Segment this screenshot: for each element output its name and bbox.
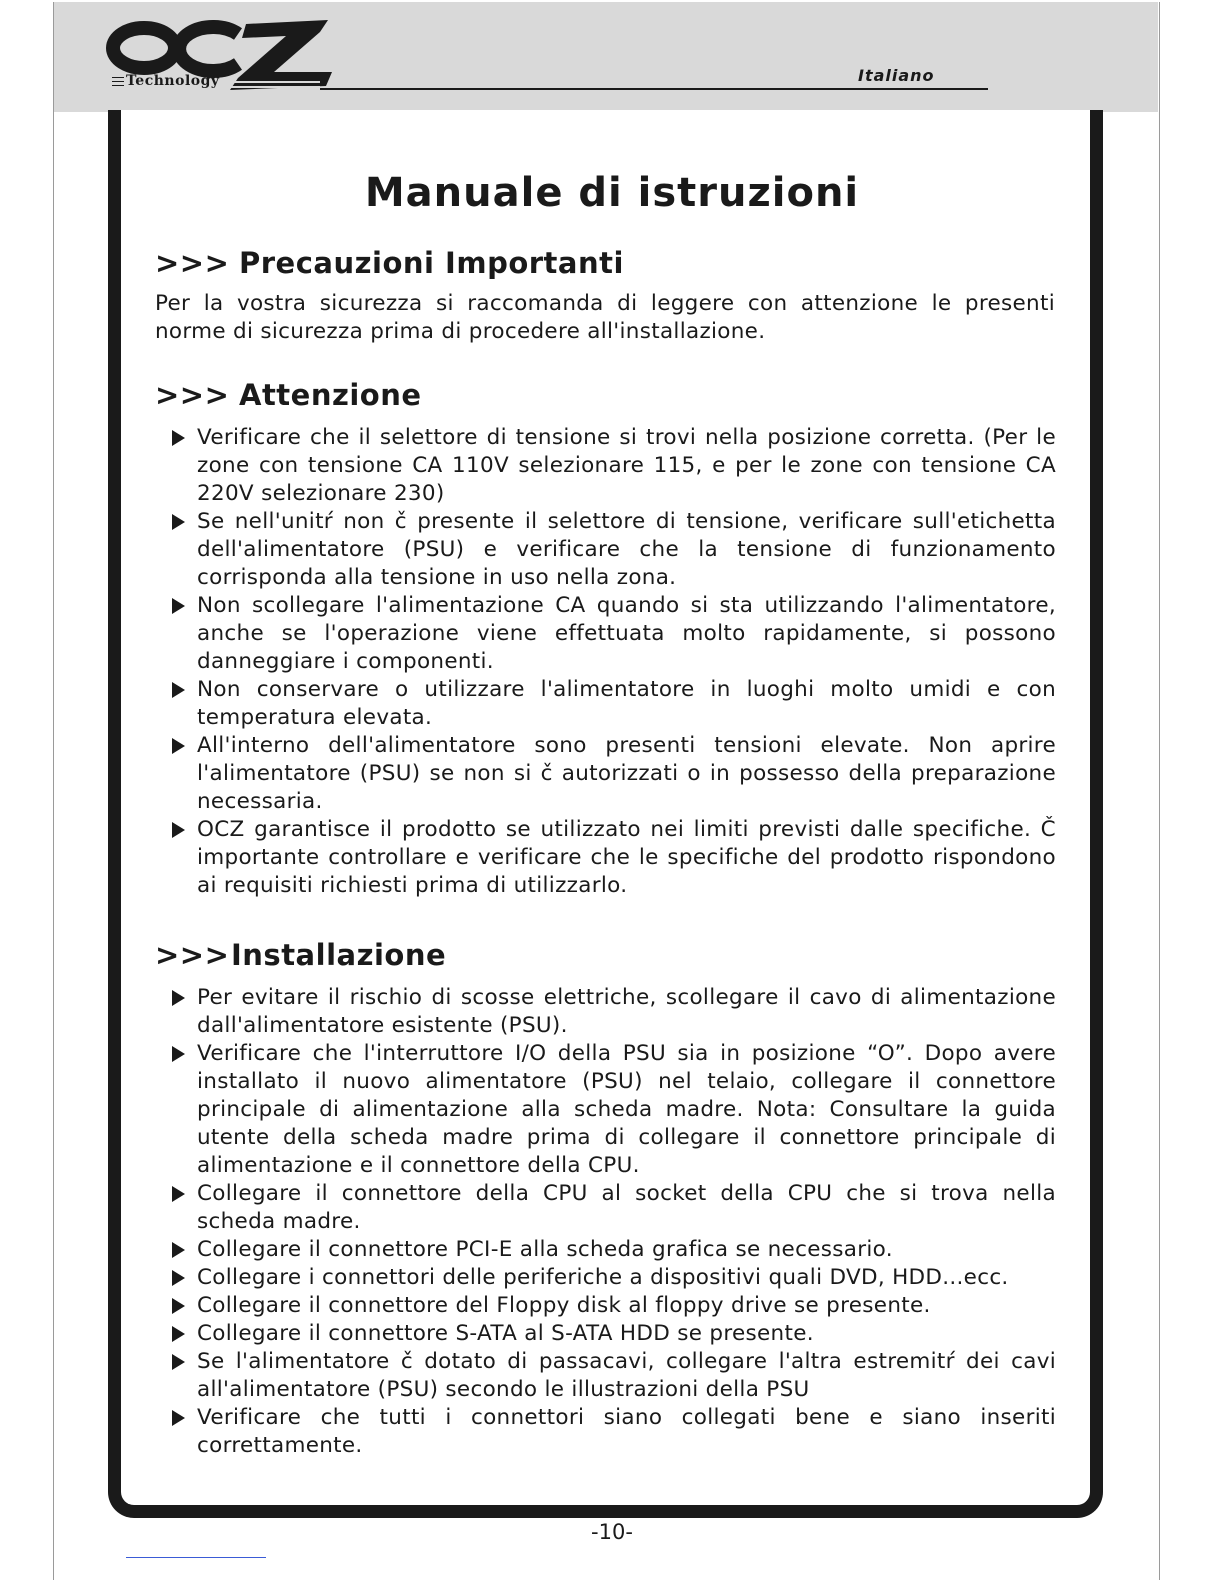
list-item [172,1236,1056,1264]
list-item-text: Non scollegare l'alimentazione CA quando si sta utilizzando l'alimentatore, anche se l'operazione viene effettuata molto rapidamente, si possono danneggiare i componenti. [197,593,1056,674]
bullet-triangle-icon [172,1242,185,1258]
list-item [172,816,1056,900]
list-item [172,1180,1056,1236]
footer-link-underline [126,1557,266,1558]
list-item-text: Verificare che l'interruttore I/O della PSU sia in posizione “O”. Dopo avere installato il nuovo alimentatore (PSU) nel telaio, collegare il connettore principale di alimentazione alla scheda madre. Nota: Consultare la guida utente della scheda madre prima di collegare il connettore principale di alimentazione e il connettore della CPU. [197,1041,1056,1178]
section-arrows: >>> [155,246,230,280]
list-item [172,1040,1056,1180]
list-item [172,1404,1056,1460]
precautions-paragraph: Per la vostra sicurezza si raccomanda di leggere con attenzione le presenti norme di sicurezza prima di procedere all'installazione. [155,291,1055,344]
header-rule [320,88,988,90]
list-item-text: Per evitare il rischio di scosse elettriche, scollegare il cavo di alimentazione dall'alimentatore esistente (PSU). [197,985,1056,1038]
installation-list [172,984,1056,1460]
list-item-text: Se l'alimentatore č dotato di passacavi, collegare l'altra estremitŕ dei cavi all'alimentatore (PSU) secondo le illustrazioni della PSU [197,1349,1056,1402]
page-number: -10- [591,1520,633,1544]
list-item [172,1348,1056,1404]
list-item [172,592,1056,676]
bullet-triangle-icon [172,514,185,530]
list-item [172,676,1056,732]
list-item [172,732,1056,816]
list-item-text: Non conservare o utilizzare l'alimentatore in luoghi molto umidi e con temperatura elevata. [197,677,1056,730]
list-item-text: OCZ garantisce il prodotto se utilizzato nei limiti previsti dalle specifiche. Č importante controllare e verificare che le specifiche del prodotto rispondono ai requisiti richiesti prima di utilizzarlo. [197,817,1056,898]
section-title: Attenzione [239,378,422,412]
section-heading-attention [155,378,422,412]
bullet-triangle-icon [172,990,185,1006]
bullet-triangle-icon [172,1270,185,1286]
bullet-triangle-icon [172,1046,185,1062]
section-arrows: >>> [155,378,230,412]
bullet-triangle-icon [172,430,185,446]
bullet-triangle-icon [172,738,185,754]
bullet-triangle-icon [172,822,185,838]
list-item-text: Collegare il connettore S-ATA al S-ATA HDD se presente. [197,1321,814,1346]
list-item [172,424,1056,508]
list-item-text: Collegare il connettore della CPU al socket della CPU che si trova nella scheda madre. [197,1181,1056,1234]
list-item-text: Verificare che il selettore di tensione si trovi nella posizione corretta. (Per le zone con tensione CA 110V selezionare 115, e per le zone con tensione CA 220V selezionare 230) [197,425,1056,506]
section-heading-precautions [155,246,624,280]
list-item-text: Collegare i connettori delle periferiche a dispositivi quali DVD, HDD...ecc. [197,1265,1009,1290]
list-item-text: Verificare che tutti i connettori siano collegati bene e siano inseriti correttamente. [197,1405,1056,1458]
bullet-triangle-icon [172,1410,185,1426]
list-item [172,1292,1056,1320]
list-item-text: Collegare il connettore PCI-E alla scheda grafica se necessario. [197,1237,893,1262]
logo-decoration-lines [112,77,124,89]
list-item [172,984,1056,1040]
list-item-text: Collegare il connettore del Floppy disk al floppy drive se presente. [197,1293,931,1318]
section-title: Precauzioni Importanti [239,246,624,280]
bullet-triangle-icon [172,1326,185,1342]
list-item-text: All'interno dell'alimentatore sono presenti tensioni elevate. Non aprire l'alimentatore (PSU) se non si č autorizzati o in possesso della preparazione necessaria. [197,733,1056,814]
list-item [172,1264,1056,1292]
section-arrows: >>> [155,938,230,972]
bullet-triangle-icon [172,1298,185,1314]
list-item [172,508,1056,592]
bullet-triangle-icon [172,1186,185,1202]
logo-technology-text: Technology [126,73,220,89]
list-item [172,1320,1056,1348]
attention-list [172,424,1056,900]
section-title: Installazione [231,938,447,972]
document-title: Manuale di istruzioni [364,170,860,216]
language-label: Italiano [858,66,935,85]
section-heading-installation [155,938,446,972]
bullet-triangle-icon [172,682,185,698]
bullet-triangle-icon [172,1354,185,1370]
list-item-text: Se nell'unitŕ non č presente il selettore di tensione, verificare sull'etichetta dell'alimentatore (PSU) e verificare che la tensione di funzionamento corrisponda alla tensione in uso nella zona. [197,509,1056,590]
bullet-triangle-icon [172,598,185,614]
